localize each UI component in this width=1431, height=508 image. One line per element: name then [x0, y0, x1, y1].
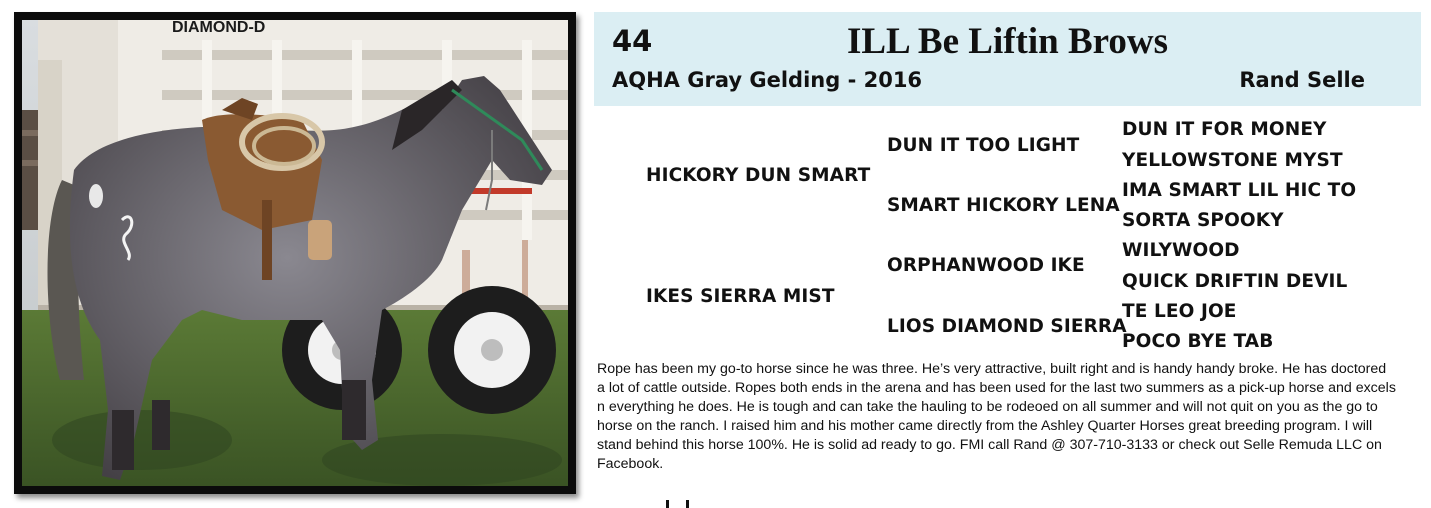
pedigree-sire-sire: DUN IT TOO LIGHT: [887, 135, 1080, 156]
registry-line: AQHA Gray Gelding - 2016: [612, 68, 923, 92]
consignor-name: Rand Selle: [1239, 68, 1365, 92]
horse-photo-frame: [14, 12, 576, 494]
pedigree-g3-2: YELLOWSTONE MYST: [1122, 150, 1343, 171]
pedigree-sire: HICKORY DUN SMART: [646, 165, 871, 186]
lot-number: 44: [612, 24, 653, 58]
pedigree-g3-8: POCO BYE TAB: [1122, 331, 1274, 352]
pedigree-g3-1: DUN IT FOR MONEY: [1122, 119, 1327, 140]
pedigree-dam-sire: ORPHANWOOD IKE: [887, 255, 1085, 276]
lot-header: [594, 12, 1421, 106]
pedigree-sire-dam: SMART HICKORY LENA: [887, 195, 1120, 216]
horse-name: ILL Be Liftin Brows: [846, 21, 1169, 62]
pedigree-g3-3: IMA SMART LIL HIC TO: [1122, 180, 1357, 201]
pedigree-g3-4: SORTA SPOOKY: [1122, 210, 1284, 231]
pedigree-dam-dam: LIOS DIAMOND SIERRA: [887, 316, 1127, 337]
pedigree-g3-5: WILYWOOD: [1122, 240, 1240, 261]
pedigree-g3-7: TE LEO JOE: [1122, 301, 1237, 322]
page-footer-fragment: [660, 498, 702, 508]
horse-photo: [22, 20, 568, 486]
horse-description: Rope has been my go-to horse since he was three. He’s very attractive, built right and is handy handy broke. He has doctored a lot of cattle outside. Ropes both ends in the arena and has been used for the last two summers as a pick-up horse and excels n everything he does. He is tough and can take the hauling to be rodeoed on all summer and will not quit on you as the go to horse on the ranch. I raised him and his mother came directly from the Ashley Quarter Horses great breeding program. I will stand behind this horse 100%. He is solid ad ready to go. FMI call Rand @ 307-710-3133 or check out Selle Remuda LLC on Facebook.: [597, 361, 1396, 472]
pedigree-g3-6: QUICK DRIFTIN DEVIL: [1122, 271, 1348, 292]
pedigree-dam: IKES SIERRA MIST: [646, 286, 835, 307]
trailer-brand-text: DIAMOND-D: [172, 20, 266, 36]
